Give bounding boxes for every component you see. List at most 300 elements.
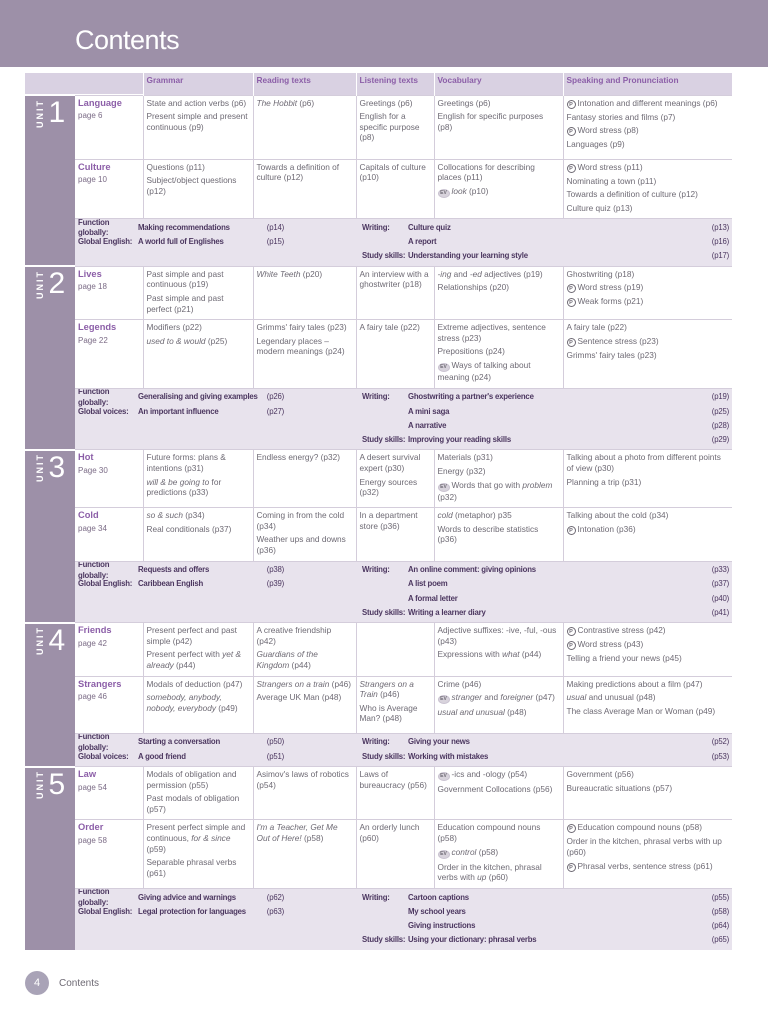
summary-item	[78, 388, 284, 407]
entry-line	[567, 822, 730, 833]
lesson-name: Hot	[78, 452, 94, 463]
grammar-cell	[143, 623, 253, 676]
summary-page: (p65)	[711, 935, 729, 945]
summary-title: A report	[408, 237, 437, 247]
summary-label: Study skills:	[362, 607, 406, 617]
summary-label: Global English:	[78, 906, 133, 916]
unit-label-box	[28, 269, 72, 299]
entry-text: Education compound nouns (p58)	[437, 822, 541, 843]
page-title: Contents	[75, 25, 180, 55]
entry-line	[257, 452, 353, 463]
summary-label: Global English:	[78, 237, 133, 247]
entry-suffix: (p44)	[289, 660, 311, 671]
entry-text: Present perfect simple and continuous,	[146, 822, 246, 843]
summary-title: Giving advice and warnings	[138, 892, 236, 902]
unit-word: UNIT	[34, 770, 45, 799]
summary-page: (p64)	[711, 920, 729, 930]
entry-text: Guardians of the Kingdom	[256, 649, 318, 671]
entry-text: Fantasy stories and films (p7)	[566, 111, 676, 122]
entry-text: Words that go with	[451, 479, 523, 490]
grammar-cell	[143, 820, 253, 888]
entry-text: The class Average Man or Woman (p49)	[566, 705, 716, 716]
summary-grid	[78, 388, 729, 448]
unit-number: 1	[48, 96, 66, 129]
unit-number: 4	[48, 623, 66, 657]
summary-label: Study skills:	[362, 251, 406, 261]
entry-text: Talking about a photo from different points of view (p30)	[566, 452, 721, 473]
summary-page: (p41)	[711, 607, 729, 617]
summary-page: (p16)	[711, 237, 729, 247]
entry-line	[360, 703, 431, 724]
entry-text: Phrasal verbs, sentence stress (p61)	[577, 860, 713, 871]
unit-label	[25, 95, 75, 266]
entry-line	[257, 769, 353, 790]
unit-word: UNIT	[34, 98, 45, 128]
entry-line	[257, 679, 353, 690]
reading-cell	[253, 508, 356, 561]
summary-page: (p58)	[711, 906, 729, 916]
entry-line	[567, 625, 730, 636]
entry-line	[567, 112, 730, 123]
entry-text-italic: up	[477, 872, 487, 883]
listening-cell	[356, 159, 434, 219]
summary-item	[362, 905, 729, 919]
extend-vocabulary-icon: EV	[438, 483, 450, 492]
entry-line	[567, 189, 730, 200]
entry-text: Ways of talking about meaning (p24)	[437, 360, 531, 382]
entry-text: Order in the kitchen, phrasal verbs with up (p60)	[566, 836, 722, 857]
unit-label-box	[28, 623, 72, 657]
summary-page: (p29)	[711, 434, 729, 444]
summary-left	[78, 218, 284, 264]
entry-text: A fairy tale (p22)	[566, 322, 627, 333]
entry-line	[567, 639, 730, 650]
entry-text-italic: problem	[522, 479, 553, 490]
entry-line	[567, 336, 730, 347]
summary-page: (p17)	[711, 251, 729, 261]
entry-text: Energy sources (p32)	[359, 476, 418, 498]
entry-text: Greetings (p6)	[359, 97, 413, 108]
entry-text: Grimms' fairy tales (p23)	[256, 322, 347, 333]
summary-item	[362, 919, 729, 933]
entry-line	[257, 162, 353, 183]
summary-item	[78, 750, 284, 764]
summary-label: Function globally:	[78, 561, 110, 580]
unit-summary-row	[25, 561, 732, 623]
summary-page: (p28)	[711, 420, 729, 430]
lesson-row	[25, 767, 732, 820]
entry-suffix: (p58)	[476, 846, 499, 857]
lesson-cell	[75, 820, 143, 888]
entry-text: somebody, anybody, nobody, everybody	[146, 692, 222, 713]
summary-label: Writing:	[362, 892, 390, 902]
entry-suffix: for predictions (p33)	[146, 476, 222, 498]
lesson-page: Page 30	[78, 465, 108, 475]
entry-line	[567, 692, 730, 703]
entry-text: Planning a trip (p31)	[566, 476, 642, 487]
reading-cell	[253, 95, 356, 159]
entry-suffix: (p59)	[146, 843, 166, 854]
entry-line	[567, 98, 730, 109]
summary-title: Making recommendations	[138, 223, 230, 233]
entry-text: usual and unusual	[437, 707, 505, 718]
entry-text: Word stress (p11)	[577, 161, 643, 172]
reading-cell	[253, 266, 356, 319]
entry-line	[567, 524, 730, 535]
summary-label: Function globally:	[78, 218, 110, 238]
lesson-cell	[75, 95, 143, 159]
grammar-cell	[143, 320, 253, 388]
entry-text: Strangers on a train	[256, 678, 330, 689]
entry-line	[438, 269, 560, 280]
grammar-cell	[143, 676, 253, 733]
entry-line	[147, 98, 250, 109]
entry-line	[360, 162, 431, 183]
summary-title: A narrative	[408, 420, 447, 430]
lesson-name: Friends	[78, 625, 112, 636]
summary-left	[78, 561, 284, 621]
entry-text: Real conditionals (p37)	[146, 523, 232, 534]
entry-line	[438, 862, 560, 883]
entry-text: Education compound nouns (p58)	[577, 822, 703, 833]
entry-text: Endless energy? (p32)	[256, 452, 340, 463]
summary-label: Writing:	[362, 392, 390, 402]
unit-summary-row	[25, 219, 732, 267]
entry-text: A creative friendship (p42)	[256, 625, 332, 646]
unit-summary	[75, 388, 732, 450]
entry-line	[257, 625, 353, 646]
summary-right	[284, 736, 729, 764]
lesson-page: page 54	[78, 782, 107, 792]
entry-line	[438, 847, 560, 859]
summary-title: Starting a conversation	[138, 737, 221, 747]
summary-item	[362, 564, 729, 578]
entry-text: Intonation and different meanings (p6)	[577, 97, 718, 108]
entry-suffix: adjectives (p19)	[481, 268, 543, 279]
entry-line	[567, 176, 730, 187]
summary-title: Understanding your learning style	[408, 251, 528, 261]
extend-vocabulary-icon: EV	[438, 695, 450, 704]
entry-text: cold	[437, 510, 453, 521]
entry-text: Word stress (p8)	[577, 125, 639, 136]
entry-text: Materials (p31)	[437, 452, 493, 463]
column-header-row	[25, 73, 732, 95]
entry-line	[257, 98, 353, 109]
entry-suffix: (p10)	[466, 185, 489, 196]
pronunciation-icon: P	[567, 863, 576, 872]
grammar-cell	[143, 508, 253, 561]
summary-item	[362, 750, 729, 764]
pronunciation-icon: P	[567, 164, 576, 173]
entry-text: In a department store (p36)	[359, 510, 418, 531]
entry-text: Capitals of culture (p10)	[359, 161, 426, 183]
summary-title: Giving instructions	[408, 920, 476, 930]
summary-grid	[78, 561, 729, 621]
lesson-row	[25, 450, 732, 508]
lesson-cell	[75, 159, 143, 219]
entry-text: Greetings (p6)	[437, 97, 491, 108]
pronunciation-icon: P	[567, 298, 576, 307]
title-banner	[0, 0, 768, 67]
lesson-cell	[75, 623, 143, 676]
lesson-cell	[75, 266, 143, 319]
summary-right	[284, 891, 729, 948]
entry-line	[147, 477, 250, 498]
summary-title: Giving your news	[408, 737, 470, 747]
lesson-page: page 46	[78, 692, 107, 702]
entry-line	[360, 322, 431, 333]
footer-label: Contents	[59, 978, 100, 989]
entry-text: Telling a friend your news (p45)	[566, 653, 682, 664]
summary-page: (p15)	[266, 237, 284, 247]
summary-label: Study skills:	[362, 935, 406, 945]
entry-text: Past simple and past perfect (p21)	[146, 293, 224, 314]
summary-item	[362, 235, 729, 249]
entry-line	[147, 452, 250, 473]
entry-text: An interview with a ghostwriter (p18)	[359, 268, 429, 290]
unit-summary-row	[25, 888, 732, 949]
pronunciation-icon: P	[567, 627, 576, 636]
summary-grid	[78, 888, 729, 948]
listening-cell	[356, 676, 434, 733]
unit-summary	[75, 561, 732, 623]
entry-line	[438, 510, 560, 521]
summary-left	[78, 733, 284, 764]
unit-label-box	[28, 767, 72, 801]
entry-text: Order in the kitchen, phrasal verbs with	[437, 861, 542, 883]
entry-line	[257, 269, 353, 280]
entry-text: English for a specific purpose (p8)	[359, 111, 420, 143]
entry-line	[567, 679, 730, 690]
entry-text: I'm a Teacher, Get Me Out of Here!	[256, 822, 338, 843]
entry-suffix: (p44)	[173, 660, 196, 671]
summary-left	[78, 888, 284, 948]
speaking-cell	[563, 450, 732, 508]
summary-title: An online comment: giving opinions	[408, 565, 536, 575]
summary-label: Function globally:	[78, 733, 110, 752]
lesson-name: Legends	[78, 322, 117, 333]
entry-text: usual	[566, 692, 587, 703]
unit-word: UNIT	[34, 626, 45, 656]
entry-suffix: (p48)	[504, 707, 527, 718]
summary-page: (p62)	[266, 892, 284, 902]
summary-title: Caribbean English	[138, 579, 204, 589]
entry-line	[438, 480, 560, 503]
summary-title: An important influence	[138, 406, 219, 416]
entry-text: Who is Average Man? (p48)	[359, 702, 418, 724]
entry-text: Separable phrasal verbs (p61)	[146, 857, 237, 878]
entry-text: English for specific purposes (p8)	[437, 111, 544, 132]
summary-title: Requests and offers	[138, 565, 210, 575]
lesson-page: page 6	[78, 111, 103, 121]
lesson-cell	[75, 320, 143, 388]
summary-label: Writing:	[362, 223, 390, 233]
summary-label: Writing:	[362, 565, 390, 575]
reading-cell	[253, 820, 356, 888]
entry-text: so & such	[146, 510, 183, 521]
summary-title: Improving your reading skills	[408, 434, 511, 444]
entry-text: Contrastive stress (p42)	[577, 625, 666, 636]
summary-right	[284, 221, 729, 264]
entry-line	[360, 769, 431, 790]
entry-line	[567, 510, 730, 521]
entry-text: Word stress (p43)	[577, 639, 644, 650]
pronunciation-icon: P	[567, 338, 576, 347]
entry-line	[438, 769, 560, 781]
speaking-cell	[563, 676, 732, 733]
entry-suffix: (metaphor) p35	[452, 510, 512, 521]
entry-suffix: (p34)	[182, 510, 205, 521]
entry-text: Government Collocations (p56)	[437, 784, 553, 794]
summary-grid	[78, 218, 729, 264]
listening-cell	[356, 320, 434, 388]
summary-item	[78, 405, 284, 419]
lesson-row	[25, 676, 732, 733]
grammar-cell	[143, 95, 253, 159]
entry-suffix: (p32)	[437, 491, 457, 502]
summary-page: (p39)	[266, 579, 284, 589]
summary-right	[284, 391, 729, 448]
lesson-name: Language	[78, 97, 122, 108]
reading-cell	[253, 767, 356, 820]
entry-line	[438, 98, 560, 109]
entry-line	[360, 98, 431, 109]
pronunciation-icon: P	[567, 824, 576, 833]
entry-line	[438, 360, 560, 383]
lesson-row	[25, 159, 732, 219]
lesson-name: Strangers	[78, 678, 122, 689]
vocabulary-cell	[434, 266, 563, 319]
entry-line	[147, 649, 250, 670]
entry-line	[147, 175, 250, 196]
entry-text: Modals of obligation and permission (p55)	[146, 769, 237, 790]
unit-summary	[75, 888, 732, 949]
entry-line	[147, 524, 250, 535]
lesson-page: page 42	[78, 638, 107, 648]
summary-label: Function globally:	[78, 388, 110, 407]
entry-line	[438, 322, 560, 343]
summary-item	[362, 250, 729, 264]
pronunciation-icon: P	[567, 641, 576, 650]
entry-line	[147, 336, 250, 347]
entry-line	[147, 679, 250, 690]
lesson-cell	[75, 508, 143, 561]
reading-cell	[253, 623, 356, 676]
vocabulary-cell	[434, 159, 563, 219]
entry-text: Prepositions (p24)	[437, 346, 505, 357]
entry-text: Grimms' fairy tales (p23)	[566, 349, 657, 360]
entry-text-italic: for & since	[191, 832, 231, 843]
summary-page: (p25)	[711, 406, 729, 416]
lesson-row	[25, 95, 732, 159]
entry-text-italic: yet & already	[146, 649, 242, 671]
entry-text: A desert survival expert (p30)	[359, 452, 421, 473]
summary-title: Culture quiz	[408, 223, 451, 233]
summary-page: (p53)	[711, 751, 729, 761]
entry-line	[257, 336, 353, 357]
summary-item	[78, 561, 284, 580]
summary-item	[78, 733, 284, 752]
vocabulary-cell	[434, 623, 563, 676]
summary-title: A world full of Englishes	[138, 237, 224, 247]
reading-cell	[253, 159, 356, 219]
reading-cell	[253, 320, 356, 388]
summary-page: (p52)	[711, 737, 729, 747]
entry-line	[567, 139, 730, 150]
entry-suffix: (p49)	[216, 702, 238, 713]
entry-text: Average UK Man (p48)	[256, 692, 342, 703]
entry-suffix: and	[451, 268, 470, 279]
summary-title: Legal protection for languages	[138, 906, 246, 916]
entry-text: Relationships (p20)	[437, 282, 509, 293]
summary-label: Function globally:	[78, 888, 110, 907]
entry-line	[360, 452, 431, 473]
entry-line	[567, 477, 730, 488]
entry-text: will & be going to	[146, 476, 210, 487]
entry-line	[257, 510, 353, 531]
summary-item	[78, 888, 284, 907]
entry-line	[438, 692, 560, 704]
speaking-cell	[563, 159, 732, 219]
summary-grid	[78, 733, 729, 764]
entry-text-italic: what	[502, 649, 520, 660]
entry-suffix: (p58)	[301, 832, 324, 843]
entry-text: Crime (p46)	[437, 678, 482, 689]
entry-line	[567, 322, 730, 333]
entry-text: Government (p56)	[566, 769, 634, 779]
entry-line	[567, 125, 730, 136]
summary-title: Using your dictionary: phrasal verbs	[408, 935, 537, 945]
entry-line	[257, 822, 353, 843]
lesson-name: Cold	[78, 510, 99, 521]
entry-line	[567, 282, 730, 293]
listening-cell	[356, 95, 434, 159]
summary-page: (p37)	[711, 579, 729, 589]
entry-line	[147, 162, 250, 173]
entry-text: Words to describe statistics (p36)	[437, 523, 539, 545]
summary-page: (p38)	[266, 565, 284, 575]
lesson-page: page 34	[78, 523, 107, 533]
summary-item	[362, 933, 729, 947]
listening-cell	[356, 767, 434, 820]
summary-page: (p19)	[711, 392, 729, 402]
pronunciation-icon: P	[567, 100, 576, 109]
summary-page: (p14)	[266, 223, 284, 233]
lesson-row	[25, 266, 732, 319]
entry-text: The Hobbit	[256, 97, 298, 108]
entry-text: Laws of bureaucracy (p56)	[359, 769, 427, 790]
summary-page: (p50)	[266, 737, 284, 747]
entry-line	[360, 510, 431, 531]
entry-text-italic: foreigner	[500, 692, 534, 703]
entry-line	[438, 524, 560, 545]
lesson-name: Order	[78, 822, 104, 833]
entry-text: Weak forms (p21)	[577, 296, 644, 307]
column-header: Vocabulary	[434, 73, 563, 95]
pronunciation-icon: P	[567, 284, 576, 293]
summary-title: A good friend	[138, 751, 186, 761]
entry-text: look	[451, 185, 467, 196]
summary-item	[78, 905, 284, 919]
grammar-cell	[143, 159, 253, 219]
entry-text: Present simple and present continuous (p9)	[146, 111, 248, 132]
entry-line	[257, 534, 353, 555]
unit-label	[25, 623, 75, 767]
lesson-cell	[75, 450, 143, 508]
entry-line	[257, 692, 353, 703]
entry-suffix: (p47)	[533, 692, 555, 703]
entry-text: Adjective suffixes: -ive, -ful, -ous (p43)	[437, 625, 557, 646]
